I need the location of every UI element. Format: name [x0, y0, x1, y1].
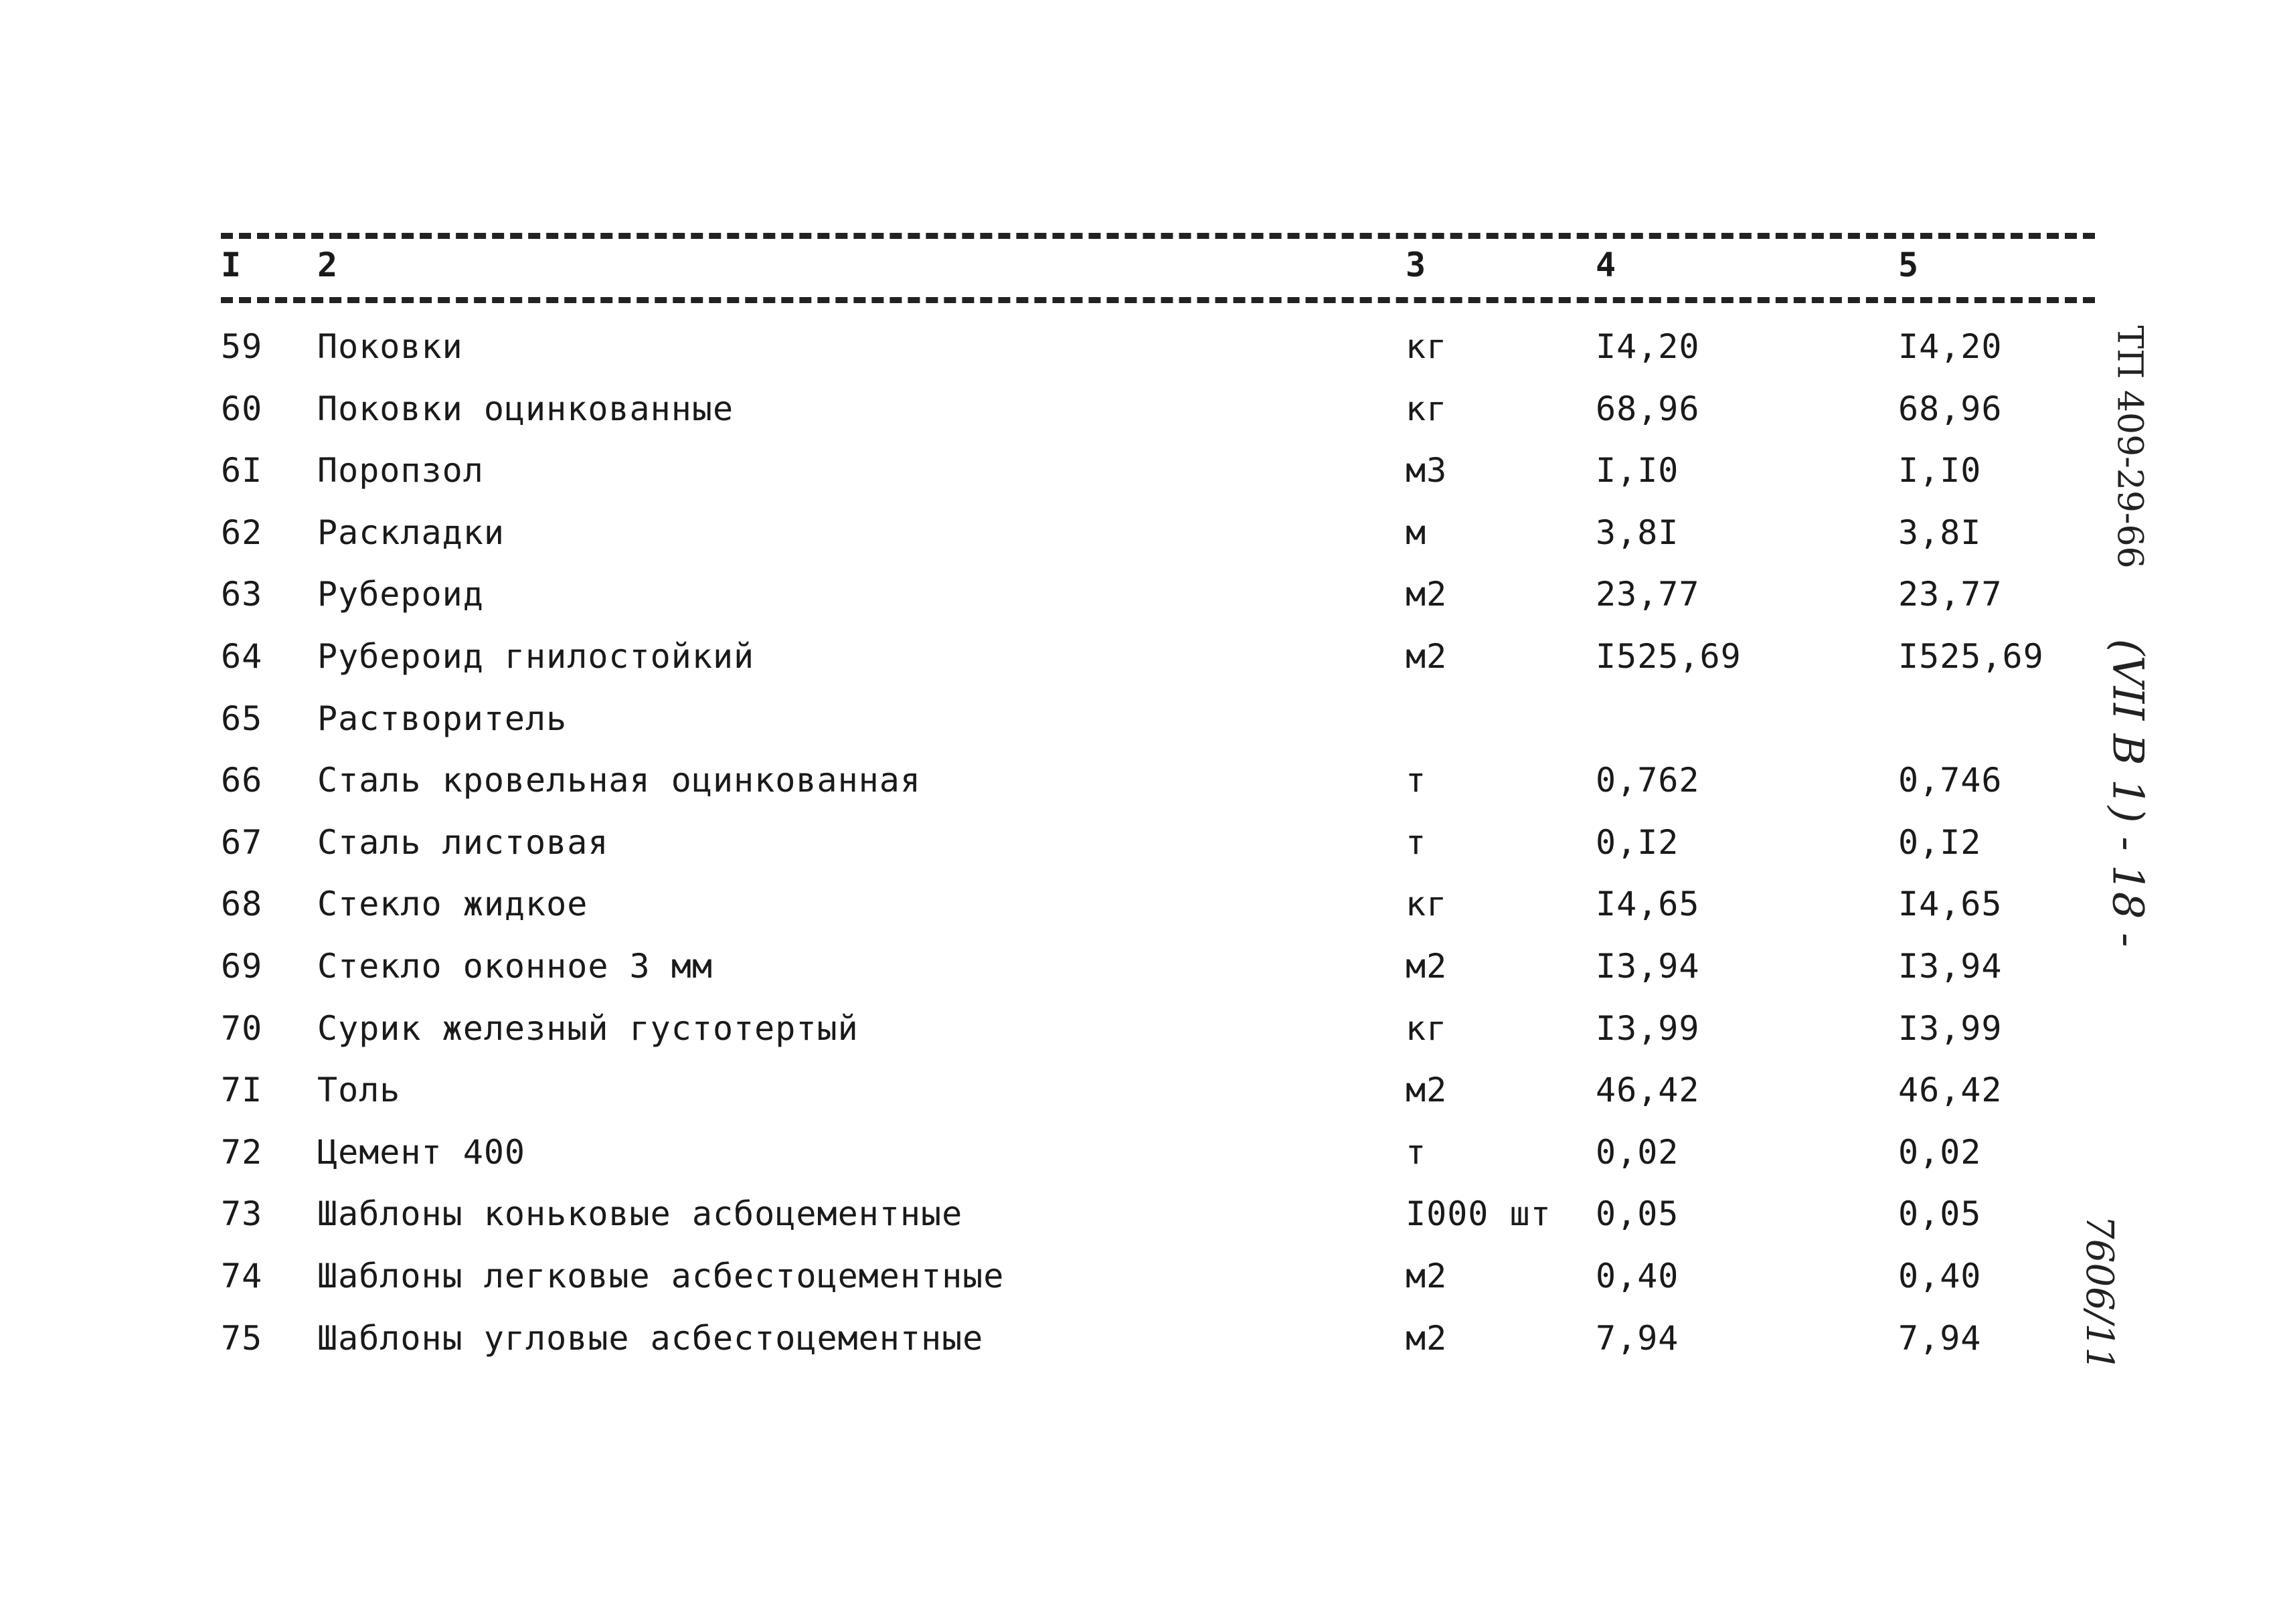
- row-number: 7I: [221, 1071, 263, 1109]
- table-row: [0, 753, 2275, 807]
- row-number: 70: [221, 1009, 263, 1048]
- header-col-4: 4: [1596, 246, 1617, 284]
- row-number: 74: [221, 1257, 263, 1295]
- table-row: [0, 1312, 2275, 1365]
- quantity-col-5: 0,40: [1898, 1257, 1982, 1295]
- quantity-col-5: 0,I2: [1898, 823, 1982, 862]
- quantity-col-5: 3,8I: [1898, 513, 1982, 552]
- row-number: 68: [221, 885, 263, 923]
- row-number: 75: [221, 1319, 263, 1358]
- row-number: 66: [221, 761, 263, 800]
- quantity-col-5: 0,02: [1898, 1133, 1982, 1172]
- quantity-col-4: 23,77: [1596, 575, 1700, 614]
- quantity-col-5: 46,42: [1898, 1071, 2003, 1109]
- unit: кг: [1406, 389, 1448, 428]
- quantity-col-5: 7,94: [1898, 1319, 1982, 1358]
- row-number: 73: [221, 1194, 263, 1233]
- quantity-col-4: I525,69: [1596, 637, 1742, 676]
- row-number: 65: [221, 699, 263, 738]
- quantity-col-4: 7,94: [1596, 1319, 1679, 1358]
- quantity-col-5: 23,77: [1898, 575, 2003, 614]
- quantity-col-4: I4,65: [1596, 885, 1700, 923]
- material-name: Раскладки: [317, 513, 505, 552]
- quantity-col-4: I4,20: [1596, 327, 1700, 366]
- unit: м2: [1406, 947, 1448, 986]
- quantity-col-5: I4,65: [1898, 885, 2003, 923]
- quantity-col-4: 0,05: [1596, 1194, 1679, 1233]
- header-col-2: 2: [317, 246, 339, 284]
- unit: кг: [1406, 885, 1448, 923]
- unit: кг: [1406, 327, 1448, 366]
- table-row: [0, 1063, 2275, 1117]
- row-number: 59: [221, 327, 263, 366]
- quantity-col-4: I,I0: [1596, 451, 1679, 490]
- row-number: 72: [221, 1133, 263, 1172]
- table-row: [0, 1187, 2275, 1241]
- material-name: Шаблоны коньковые асбоцементные: [317, 1194, 963, 1233]
- material-name: Сталь листовая: [317, 823, 609, 862]
- table-header-rule: [221, 297, 2095, 303]
- table-row: [0, 382, 2275, 436]
- material-name: Поковки оцинкованные: [317, 389, 734, 428]
- material-name: Цемент 400: [317, 1133, 526, 1172]
- unit: т: [1406, 761, 1427, 800]
- quantity-col-4: 3,8I: [1596, 513, 1679, 552]
- table-row: [0, 506, 2275, 559]
- quantity-col-4: I3,94: [1596, 947, 1700, 986]
- row-number: 64: [221, 637, 263, 676]
- material-name: Стекло жидкое: [317, 885, 588, 923]
- table-row: [0, 939, 2275, 993]
- quantity-col-4: I3,99: [1596, 1009, 1700, 1048]
- quantity-col-5: 68,96: [1898, 389, 2003, 428]
- unit: I000 шт: [1406, 1194, 1551, 1233]
- quantity-col-5: I3,99: [1898, 1009, 2003, 1048]
- table-row: [0, 1002, 2275, 1055]
- quantity-col-5: I525,69: [1898, 637, 2044, 676]
- header-col-1: I: [221, 246, 242, 284]
- sheet-ref-stamp: (VII B 1) - 18 -: [2102, 638, 2153, 948]
- table-row: [0, 1249, 2275, 1303]
- table-row: [0, 877, 2275, 931]
- quantity-col-5: I3,94: [1898, 947, 2003, 986]
- header-col-5: 5: [1898, 246, 1920, 284]
- unit: т: [1406, 1133, 1427, 1172]
- unit: м2: [1406, 1319, 1448, 1358]
- unit: м2: [1406, 575, 1448, 614]
- material-name: Рубероид гнилостойкий: [317, 637, 755, 676]
- table-header-row: [0, 238, 2275, 292]
- row-number: 6I: [221, 451, 263, 490]
- quantity-col-4: 68,96: [1596, 389, 1700, 428]
- table-row: [0, 630, 2275, 683]
- quantity-col-5: 0,05: [1898, 1194, 1982, 1233]
- quantity-col-5: I,I0: [1898, 451, 1982, 490]
- row-number: 63: [221, 575, 263, 614]
- quantity-col-4: 0,02: [1596, 1133, 1679, 1172]
- header-col-3: 3: [1406, 246, 1427, 284]
- unit: м2: [1406, 1071, 1448, 1109]
- table-row: [0, 692, 2275, 745]
- quantity-col-4: 0,40: [1596, 1257, 1679, 1295]
- table-row: [0, 1125, 2275, 1179]
- unit: м2: [1406, 637, 1448, 676]
- row-number: 69: [221, 947, 263, 986]
- material-name: Шаблоны легковые асбестоцементные: [317, 1257, 1005, 1295]
- unit: м: [1406, 513, 1427, 552]
- unit: м2: [1406, 1257, 1448, 1295]
- material-name: Толь: [317, 1071, 401, 1109]
- material-name: Поковки: [317, 327, 463, 366]
- quantity-col-4: 0,762: [1596, 761, 1700, 800]
- unit: т: [1406, 823, 1427, 862]
- table-row: [0, 444, 2275, 497]
- row-number: 60: [221, 389, 263, 428]
- row-number: 67: [221, 823, 263, 862]
- quantity-col-4: 46,42: [1596, 1071, 1700, 1109]
- material-name: Рубероид: [317, 575, 484, 614]
- table-row: [0, 816, 2275, 869]
- unit: м3: [1406, 451, 1448, 490]
- unit: кг: [1406, 1009, 1448, 1048]
- quantity-col-4: 0,I2: [1596, 823, 1679, 862]
- row-number: 62: [221, 513, 263, 552]
- material-name: Стекло оконное 3 мм: [317, 947, 713, 986]
- quantity-col-5: I4,20: [1898, 327, 2003, 366]
- material-name: Поропзол: [317, 451, 484, 490]
- quantity-col-5: 0,746: [1898, 761, 2003, 800]
- table-row: [0, 320, 2275, 373]
- table-row: [0, 567, 2275, 621]
- sheet-number-stamp: 7606/11: [2077, 1215, 2121, 1371]
- material-name: Растворитель: [317, 699, 568, 738]
- material-name: Сурик железный густотертый: [317, 1009, 859, 1048]
- material-name: Сталь кровельная оцинкованная: [317, 761, 921, 800]
- material-name: Шаблоны угловые асбестоцементные: [317, 1319, 984, 1358]
- project-code-stamp: ТП 409-29-66: [2109, 325, 2150, 569]
